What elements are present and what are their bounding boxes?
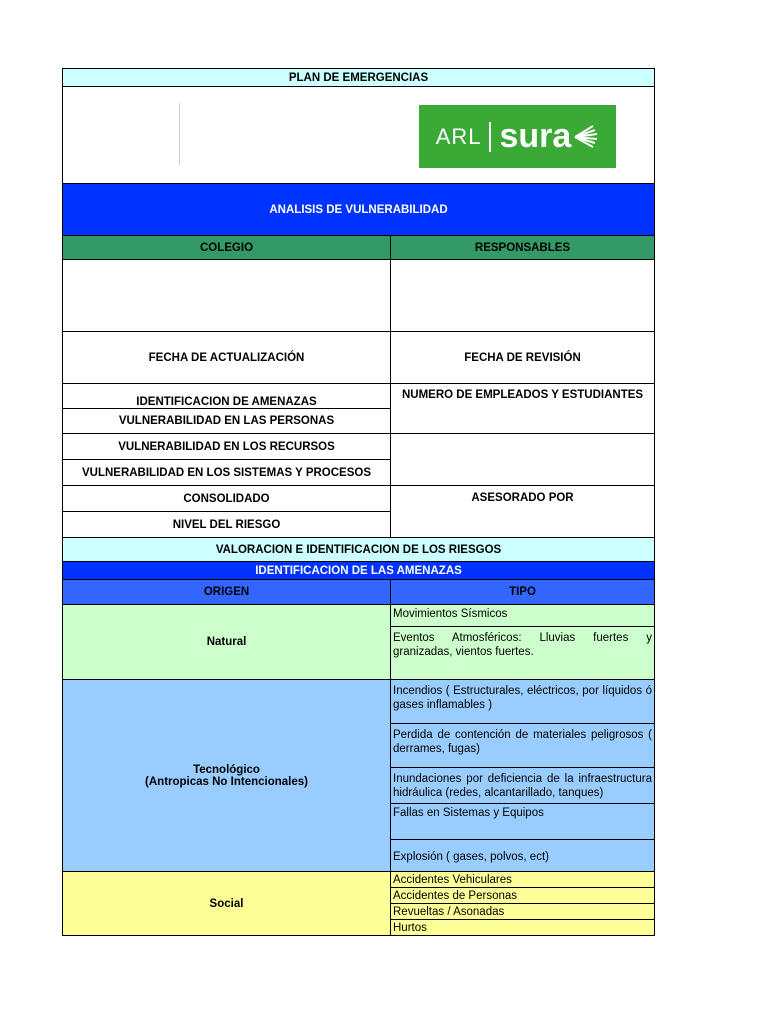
logo-brand-text: sura bbox=[499, 117, 572, 155]
origen-social: Social bbox=[63, 872, 391, 936]
divider-line bbox=[179, 103, 180, 165]
tipo-cell: Perdida de contención de materiales peligrosos ( derrames, fugas) bbox=[391, 724, 655, 768]
tipo-cell bbox=[391, 768, 655, 804]
tipo-header: TIPO bbox=[391, 580, 655, 605]
logo-row bbox=[63, 87, 655, 184]
responsables-value-cell[interactable] bbox=[391, 260, 655, 332]
asesorado-por-label: ASESORADO POR bbox=[391, 486, 655, 538]
tipo-cell: Eventos Atmosféricos: Lluvias fuertes y granizadas, vientos fuertes. bbox=[391, 627, 655, 680]
fecha-actualizacion-label: FECHA DE ACTUALIZACIÓN bbox=[63, 332, 391, 384]
origen-header: ORIGEN bbox=[63, 580, 391, 605]
emergency-plan-sheet bbox=[62, 68, 654, 936]
tipo-cell: Accidentes de Personas bbox=[391, 888, 655, 904]
tipo-cell: Accidentes Vehiculares bbox=[391, 872, 655, 888]
vuln-personas-label: VULNERABILIDAD EN LAS PERSONAS bbox=[63, 409, 391, 434]
consolidado-label: CONSOLIDADO bbox=[63, 486, 391, 512]
identificacion-amenazas-label: IDENTIFICACION DE AMENAZAS bbox=[63, 384, 391, 409]
vuln-recursos-label: VULNERABILIDAD EN LOS RECURSOS bbox=[63, 434, 391, 460]
logo-arl-text: ARL bbox=[435, 123, 482, 149]
numero-empleados-label: NUMERO DE EMPLEADOS Y ESTUDIANTES bbox=[391, 384, 655, 434]
origen-tecnologico-line1: Tecnológico bbox=[193, 763, 260, 776]
fecha-revision-label: FECHA DE REVISIÓN bbox=[391, 332, 655, 384]
tipo-cell: Movimientos Sísmicos bbox=[391, 605, 655, 627]
numero-empleados-value-cell[interactable] bbox=[391, 434, 655, 486]
origen-tecnologico-line2: (Antropicas No Intencionales) bbox=[145, 775, 308, 788]
plan-title: PLAN DE EMERGENCIAS bbox=[63, 69, 655, 87]
tipo-cell: Hurtos bbox=[391, 920, 655, 936]
origen-natural: Natural bbox=[63, 605, 391, 680]
nivel-riesgo-label: NIVEL DEL RIESGO bbox=[63, 512, 391, 538]
sura-wings-icon bbox=[573, 122, 599, 152]
vulnerability-table bbox=[62, 68, 655, 936]
tipo-cell: Fallas en Sistemas y Equipos bbox=[391, 804, 655, 840]
tipo-cell: Incendios ( Estructurales, eléctricos, por líquidos ó gases inflamables ) bbox=[391, 680, 655, 724]
tipo-text: Inundaciones por deficiencia de la infraestructura hidráulica (redes, alcantarillado, tanques) bbox=[393, 773, 653, 799]
logo-separator bbox=[489, 122, 491, 152]
tipo-cell: Explosión ( gases, polvos, ect) bbox=[391, 840, 655, 872]
colegio-value-cell[interactable] bbox=[63, 260, 391, 332]
section-title: ANALISIS DE VULNERABILIDAD bbox=[63, 184, 655, 236]
arl-sura-logo bbox=[419, 105, 616, 168]
colegio-header: COLEGIO bbox=[63, 236, 391, 260]
responsables-header: RESPONSABLES bbox=[391, 236, 655, 260]
vuln-sistemas-label: VULNERABILIDAD EN LOS SISTEMAS Y PROCESOS bbox=[63, 460, 391, 486]
amenazas-title: IDENTIFICACION DE LAS AMENAZAS bbox=[63, 562, 655, 580]
origen-tecnologico bbox=[63, 680, 391, 872]
tipo-cell: Revueltas / Asonadas bbox=[391, 904, 655, 920]
valoracion-title: VALORACION E IDENTIFICACION DE LOS RIESGOS bbox=[63, 538, 655, 562]
